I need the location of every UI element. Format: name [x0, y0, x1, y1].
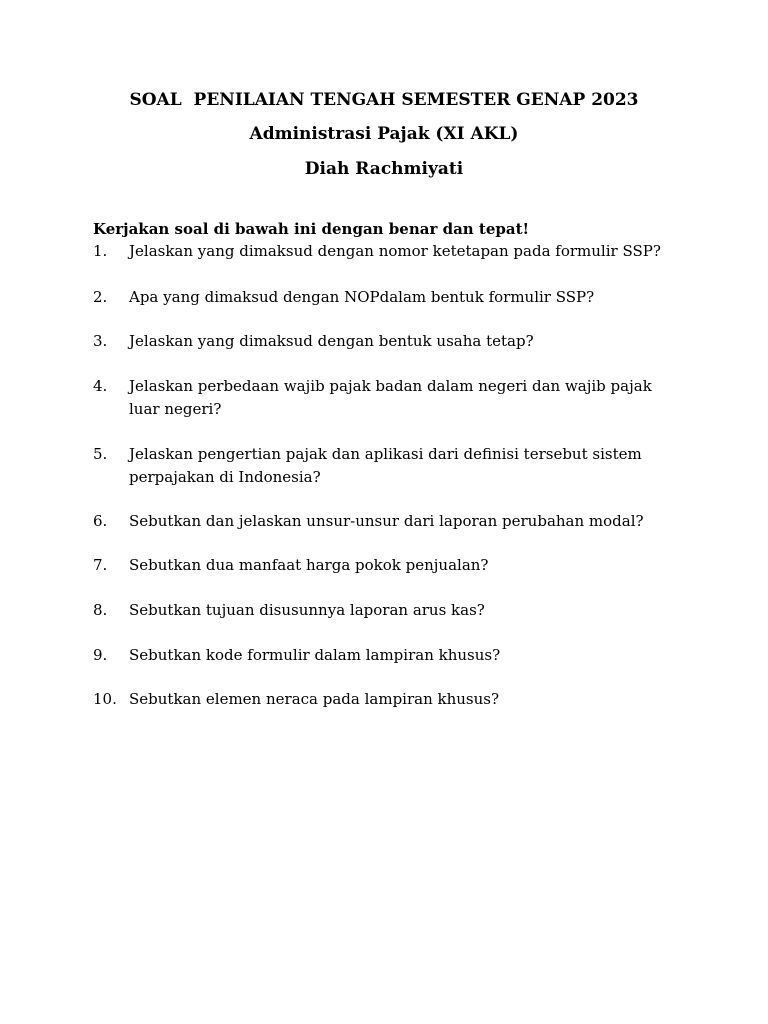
question-item-1: [93, 240, 673, 263]
question-text: Jelaskan perbedaan wajib pajak badan dalam negeri dan wajib pajak luar negeri?: [129, 377, 652, 418]
question-text: Apa yang dimaksud dengan NOPdalam bentuk formulir SSP?: [129, 288, 595, 306]
question-item-2: [93, 286, 673, 309]
question-item-4: [93, 375, 673, 421]
question-item-9: [93, 644, 673, 667]
question-number: 2.: [93, 288, 108, 306]
question-number: 3.: [93, 332, 108, 350]
question-text: Jelaskan pengertian pajak dan aplikasi dari definisi tersebut sistem perpajakan di Indonesia?: [129, 445, 642, 486]
question-text: Jelaskan yang dimaksud dengan bentuk usaha tetap?: [129, 332, 534, 350]
question-number: 1.: [93, 242, 108, 260]
question-item-10: [93, 688, 673, 711]
question-text: Jelaskan yang dimaksud dengan nomor ketetapan pada formulir SSP?: [129, 242, 661, 260]
question-number: 8.: [93, 601, 108, 619]
question-number: 10.: [93, 690, 117, 708]
question-text: Sebutkan elemen neraca pada lampiran khusus?: [129, 690, 500, 708]
question-text: Sebutkan dua manfaat harga pokok penjualan?: [129, 556, 489, 574]
question-item-8: [93, 599, 673, 622]
question-number: 7.: [93, 556, 108, 574]
question-item-6: [93, 510, 673, 533]
question-text: Sebutkan tujuan disusunnya laporan arus kas?: [129, 601, 485, 619]
question-number: 4.: [93, 377, 108, 395]
teacher-name: Diah Rachmiyati: [304, 159, 464, 179]
question-item-7: [93, 554, 673, 577]
question-text: Sebutkan dan jelaskan unsur-unsur dari laporan perubahan modal?: [129, 512, 644, 530]
instruction-text: Kerjakan soal di bawah ini dengan benar dan tepat!: [93, 220, 530, 238]
document-title: SOAL PENILAIAN TENGAH SEMESTER GENAP 2023: [129, 90, 639, 110]
question-item-5: [93, 443, 673, 489]
question-number: 9.: [93, 646, 108, 664]
question-number: 6.: [93, 512, 108, 530]
question-item-3: [93, 330, 673, 353]
question-number: 5.: [93, 445, 108, 463]
subject-title: Administrasi Pajak (XI AKL): [249, 124, 519, 144]
question-text: Sebutkan kode formulir dalam lampiran khusus?: [129, 646, 501, 664]
